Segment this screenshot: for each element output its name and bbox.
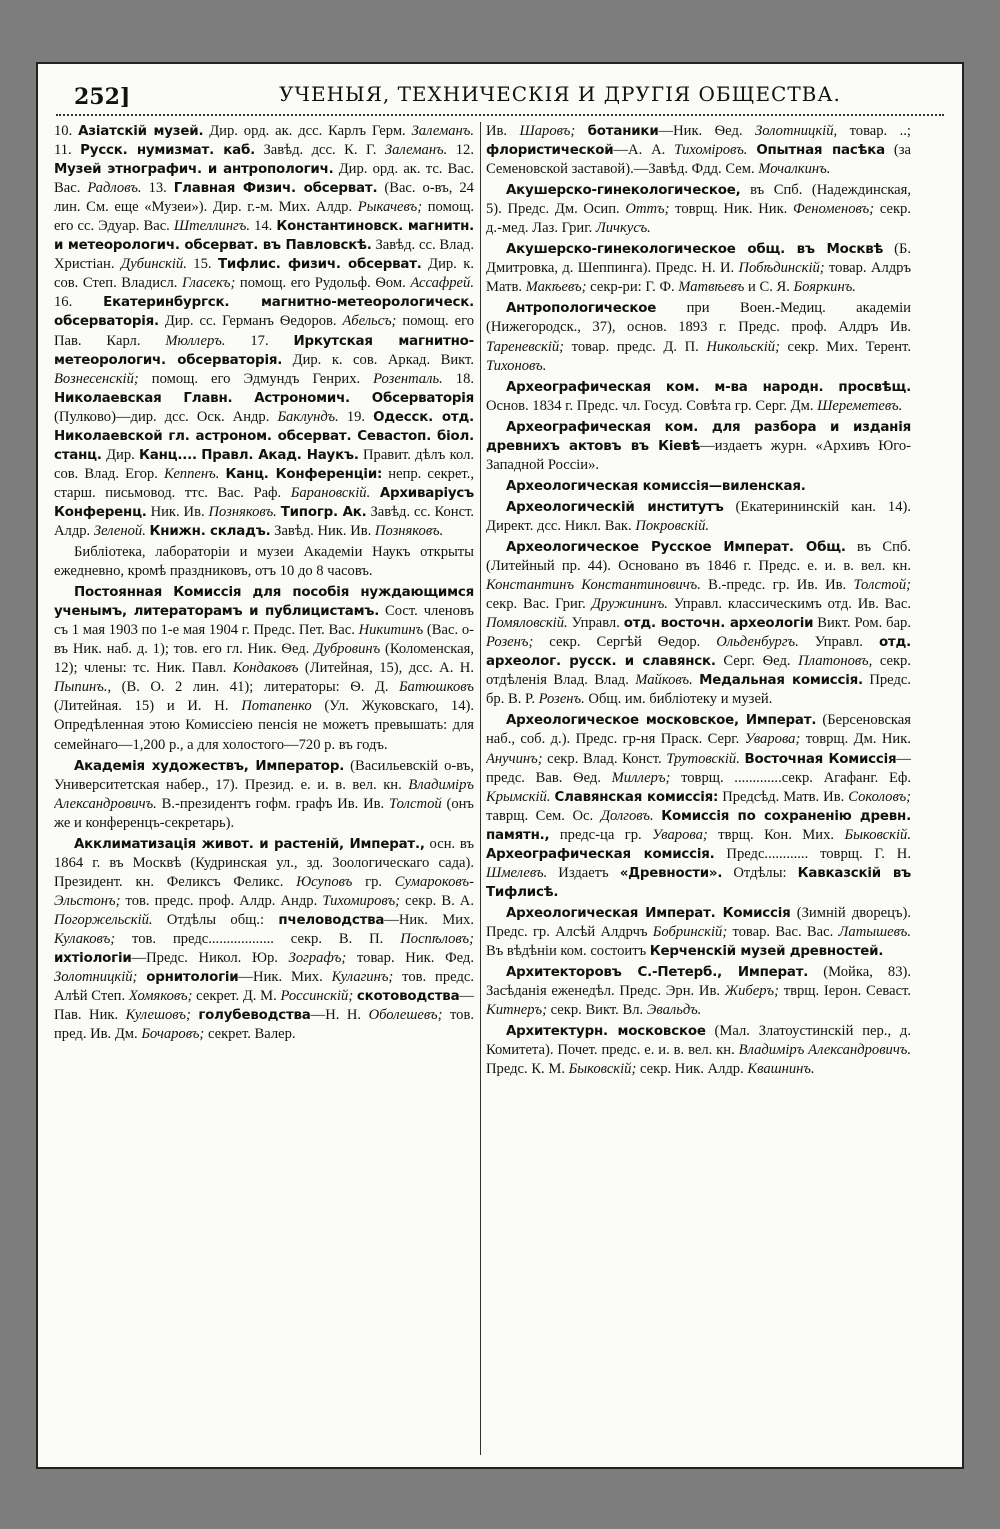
document-page [36,62,964,1469]
list-item: Академія художествъ, Император. (Васильевскій о-въ, Университетская набер., 17). Презид. е. и. в. вел. кн. Владиміръ Александровичъ. В.-президентъ гофм. графъ Ив. Ив. Толстой (онъ же и конференцъ-секретарь). [54,757,474,831]
header-rule [56,114,944,116]
list-item: Археологическая Императ. Комиссія (Зимній дворецъ). Предс. гр. Алсѣй Алдрчъ Бобринскій; товар. Вас. Вас. Латышевъ. Въ вѣдѣніи ком. состоитъ Керченскій музей древностей. [486,904,911,959]
list-item: Антропологическое при Воен.-Медиц. академіи (Нижегородск., 37), основ. 1893 г. Предс. проф. Алдръ Ив. Тареневскій; товар. предс. Д. П. Никольскій; секр. Мих. Терент. Тихоновъ. [486,300,911,374]
page-header [38,64,962,118]
list-item: Акушерско-гинекологическое, въ Спб. (Надеждинская, 5). Предс. Дм. Осип. Оттъ; товрщ. Ник. Ник. Феноменовъ; секр. д.-мед. Лаз. Григ. Личкусъ. [486,182,911,237]
right-column [486,122,911,1459]
list-item: Археологическое Русское Императ. Общ. въ Спб. (Литейный пр. 44). Основано въ 1846 г. Предс. е. и. в. вел. кн. Константинъ Константиновичъ. В.-предс. гр. Ив. Ив. Толстой; секр. Вас. Григ. Дружининъ. Управл. классическимъ отд. Ив. Вас. Помяловскій. Управл. отд. восточн. археологіи Викт. Ром. бар. Розенъ; секр. Сергѣй Ѳедор. Ольденбургъ. Управл. отд. археолог. русск. и славянск. Серг. Ѳед. Платоновъ, секр. отдѣленія Влад. Влад. Майковъ. Медальная комиссія. Предс. бр. В. Р. Розенъ. Общ. им. библіотеку и музей. [486,538,911,708]
page-title: УЧЕНЫЯ, ТЕХНИЧЕСКІЯ И ДРУГІЯ ОБЩЕСТВА. [279,82,841,106]
column-divider [480,122,481,1455]
list-item: Постоянная Комиссія для пособія нуждающимся ученымъ, литераторамъ и публицистамъ. Сост. членовъ съ 1 мая 1903 по 1-е мая 1904 г. Предс. Пет. Вас. Никитинъ (Вас. о-въ Ник. наб. д. 1); тов. его гл. Ник. Ѳед. Дубровинъ (Коломенская, 12); члены: тс. Ник. Павл. Кондаковъ (Литейная, 15), дсс. А. Н. Пыпинъ., (В. О. 2 лин. 41); литераторы: Ѳ. Д. Батюшковъ (Литейная. 15) и И. Н. Потапенко (Ул. Жуковскаго, 14). Опредѣленная этою Комиссіею пенсія не можетъ превышать: для семейнаго—1,200 р., а для холостого—720 р. въ годъ. [54,585,474,753]
list-item: Археологическое московское, Императ. (Берсеновская наб., соб. д.). Предс. гр-ня Праск. Серг. Уварова; товрщ. Дм. Ник. Анучинъ; секр. Влад. Конст. Трутовскій. Восточная Комиссія—предс. Вав. Ѳед. Миллеръ; товрщ. .............секр. Агафанг. Еф. Крымскій. Славянская комиссія: Предсѣд. Матв. Ив. Соколовъ; таврщ. Сем. Ос. Долговъ. Комиссія по сохраненію древн. памятн., предс-ца гр. Уварова; тврщ. Кон. Мих. Быковскій. Археографическая комиссія. Предс............ товрщ. Г. Н. Шмелевъ. Издаетъ «Древности». Отдѣлы: Кавказскій въ Тифлисѣ. [486,712,911,900]
list-item: Библіотека, лабораторіи и музеи Академіи Наукъ открыты ежедневно, кромѣ праздниковъ, отъ 10 до 8 часовъ. [54,544,474,580]
list-item: Археологическая комиссія—виленская. [506,478,806,494]
list-item: Архитекторовъ С.-Петерб., Императ. (Мойка, 83). Засѣданія еженедѣл. Предс. Эрн. Ив. Жиберъ; тврщ. Іерон. Севаст. Китнеръ; секр. Викт. Вл. Эвальдъ. [486,964,911,1019]
page-number: 252] [74,84,131,110]
list-item: Акушерско-гинекологическое общ. въ Москвѣ (Б. Дмитровка, д. Шеппинга). Предс. Н. И. Побѣдинскій; товар. Алдръ Матв. Макѣевъ; секр-ри: Г. Ф. Матвѣевъ и С. Я. Бояркинъ. [486,241,911,296]
list-item: Ив. Шаровъ; ботаники—Ник. Ѳед. Золотницкій, товар. ..; флористической—А. А. Тихоміровъ. Опытная пасѣка (за Семеновской заставой).—Завѣд. Фдд. Сем. Мочалкинъ. [486,123,911,178]
list-item: Акклиматизація живот. и растеній, Императ., осн. въ 1864 г. въ Москвѣ (Кудринская ул., зд. Зоологическаго сада). Президент. кн. Феликсъ Феликс. Юсуповъ гр. Сумароковъ-Эльстонъ; тов. предс. проф. Алдр. Андр. Тихомировъ; секр. В. А. Погоржельскій. Отдѣлы общ.: пчеловодства—Ник. Мих. Кулаковъ; тов. предс.................. секр. В. П. Поспѣловъ; ихтіологіи—Предс. Никол. Юр. Зографъ; товар. Ник. Фед. Золотницкій; орнитологіи—Ник. Мих. Кулагинъ; тов. предс. Алѣй Степ. Хомяковъ; секрет. Д. М. Россинскій; скотоводства—Пав. Ник. Кулешовъ; голубеводства—Н. Н. Оболешевъ; тов. пред. Ив. Дм. Бочаровъ; секрет. Валер. [54,835,474,1043]
list-item: Археологическій институтъ (Екатерининскій кан. 14). Директ. дсс. Никл. Вак. Покровскій. [486,498,911,534]
list-item: 10. Азіатскій музей. Дир. орд. ак. дсс. Карлъ Герм. Залеманъ. 11. Русск. нумизмат. каб. Завѣд. дсс. К. Г. Залеманъ. 12. Музей этнографич. и антропологич. Дир. орд. ак. тс. Вас. Вас. Радловъ. 13. Главная Физич. обсерват. (Вас. о-въ, 24 лин. См. еще «Музеи»). Дир. г.-м. Мих. Алдр. Рыкачевъ; помощ. его сс. Эдуар. Вас. Штеллингъ. 14. Константиновск. магнитн. и метеорологич. обсерват. въ Павловскѣ. Завѣд. сс. Влад. Христіан. Дубинскій. 15. Тифлис. физич. обсерват. Дир. к. сов. Степ. Владисл. Гласекъ; помощ. его Рудольф. Ѳом. Ассафрей. 16. Екатеринбургск. магнитно-метеорологическ. обсерваторія. Дир. сс. Германъ Ѳедоров. Абельсъ; помощ. его Пав. Карл. Мюллеръ. 17. Иркутская магнитно-метеорологич. обсерваторія. Дир. к. сов. Аркад. Викт. Вознесенскій; помощ. его Эдмундъ Генрих. Розенталь. 18. Николаевская Главн. Астрономич. Обсерваторія (Пулково)—дир. дсс. Оск. Андр. Баклундъ. 19. Одесск. отд. Николаевской гл. астроном. обсерват. Севастоп. біол. станц. Дир. Канц.... Правл. Акад. Наукъ. Правит. дѣлъ кол. сов. Влад. Егор. Кеппенъ. Канц. Конференціи: непр. секрет., старш. письмовод. ттс. Вас. Раф. Барановскій. Архиваріусъ Конференц. Ник. Ив. Позняковъ. Типогр. Ак. Завѣд. сс. Конст. Алдр. Зеленой. Книжн. складъ. Завѣд. Ник. Ив. Позняковъ. [54,123,474,539]
list-item: Архитектурн. московское (Мал. Златоустинскій пер., д. Комитета). Почет. предс. е. и. в. вел. кн. Владиміръ Александровичъ. Предс. К. М. Быковскій; секр. Ник. Алдр. Квашнинъ. [486,1023,911,1078]
list-item: Археографическая ком. для разбора и изданія древнихъ актовъ въ Кіевѣ—издаетъ журн. «Архивъ Юго-Западной Россіи». [486,419,911,473]
left-column [54,122,474,1459]
list-item: Археографическая ком. м-ва народн. просвѣщ. Основ. 1834 г. Предс. чл. Госуд. Совѣта гр. Серг. Дм. Шереметевъ. [486,379,911,414]
